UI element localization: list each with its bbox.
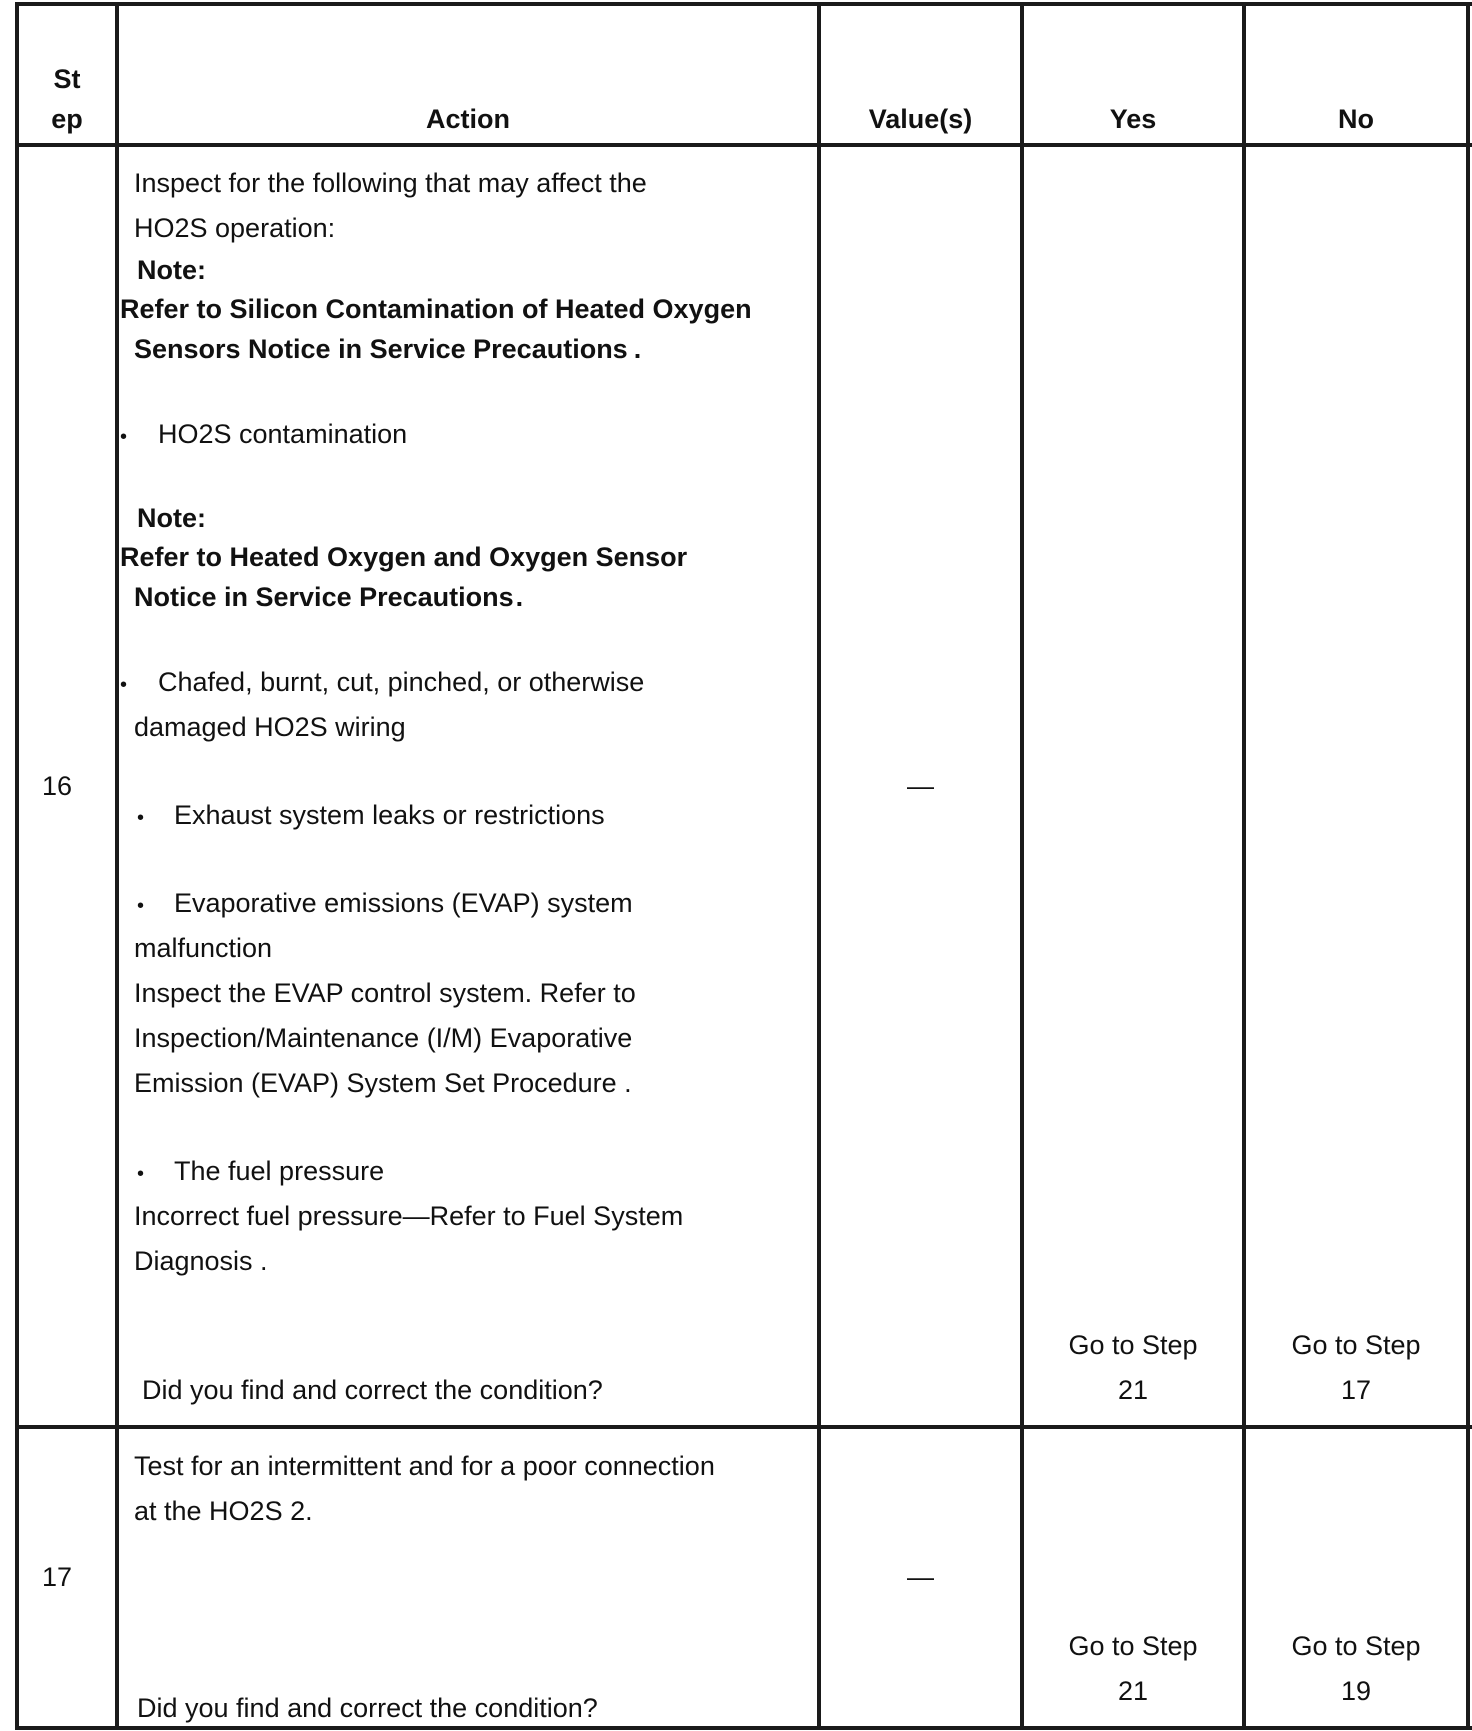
note-text-line1: Refer to Silicon Contamination of Heated Oxygen bbox=[120, 294, 752, 324]
bullet-continuation: damaged HO2S wiring bbox=[134, 712, 406, 742]
bullet-text: HO2S contamination bbox=[158, 419, 408, 449]
note-text-line2-content: Sensors Notice in Service Precautions bbox=[134, 334, 628, 364]
header-step bbox=[19, 59, 115, 139]
bullet-icon: • bbox=[137, 895, 145, 917]
column-divider-action bbox=[115, 2, 119, 1730]
table-border-top bbox=[15, 2, 1472, 6]
header-divider bbox=[15, 143, 1472, 147]
bullet-icon: • bbox=[120, 426, 128, 448]
action-line1: Test for an intermittent and for a poor connection bbox=[134, 1451, 715, 1481]
bullet-text: Chafed, burnt, cut, pinched, or otherwise bbox=[158, 667, 645, 697]
evap-instruction-line3: Emission (EVAP) System Set Procedure . bbox=[134, 1068, 632, 1098]
note-label: Note: bbox=[137, 255, 206, 285]
yes-goto-step: 21 bbox=[1117, 1375, 1149, 1405]
bullet-item bbox=[120, 660, 644, 708]
step-number: 16 bbox=[42, 771, 73, 801]
action-intro-line2: HO2S operation: bbox=[134, 213, 336, 243]
action-intro-line1: Inspect for the following that may affect the bbox=[134, 168, 647, 198]
bullet-icon: • bbox=[137, 807, 145, 829]
bullet-text: Evaporative emissions (EVAP) system bbox=[174, 888, 633, 918]
header-step-line1: St bbox=[53, 64, 81, 94]
no-goto-label: Go to Step bbox=[1291, 1330, 1421, 1360]
bullet-item bbox=[120, 412, 407, 460]
column-divider-yes bbox=[1020, 2, 1024, 1730]
bullet-icon: • bbox=[137, 1163, 145, 1185]
table-border-left bbox=[15, 2, 19, 1730]
column-divider-values bbox=[817, 2, 821, 1730]
row-divider bbox=[15, 1425, 1472, 1429]
action-question: Did you find and correct the condition? bbox=[137, 1693, 598, 1723]
bullet-text: The fuel pressure bbox=[174, 1156, 385, 1186]
no-goto-step: 19 bbox=[1340, 1676, 1372, 1706]
yes-goto-label: Go to Step bbox=[1068, 1330, 1198, 1360]
fuel-instruction-line1: Incorrect fuel pressure—Refer to Fuel System bbox=[134, 1201, 684, 1231]
step-number: 17 bbox=[42, 1562, 73, 1592]
fuel-instruction-line2: Diagnosis . bbox=[134, 1246, 268, 1276]
header-action: Action bbox=[426, 104, 510, 134]
bullet-item bbox=[137, 793, 605, 841]
bullet-text: Exhaust system leaks or restrictions bbox=[174, 800, 605, 830]
note-text-period: . bbox=[633, 334, 642, 364]
column-divider-no bbox=[1242, 2, 1246, 1730]
yes-goto-step: 21 bbox=[1117, 1676, 1149, 1706]
value-cell: — bbox=[907, 771, 934, 801]
note-text-line2 bbox=[134, 575, 523, 620]
bullet-item bbox=[137, 881, 633, 929]
bullet-item bbox=[137, 1149, 384, 1197]
note-label: Note: bbox=[137, 503, 206, 533]
evap-instruction-line1: Inspect the EVAP control system. Refer to bbox=[134, 978, 636, 1008]
no-goto-step: 17 bbox=[1340, 1375, 1372, 1405]
yes-goto-label: Go to Step bbox=[1068, 1631, 1198, 1661]
note-text-line1: Refer to Heated Oxygen and Oxygen Sensor bbox=[120, 542, 688, 572]
bullet-continuation: malfunction bbox=[134, 933, 273, 963]
action-line2: at the HO2S 2. bbox=[134, 1496, 313, 1526]
note-text-line2 bbox=[134, 327, 641, 372]
note-text-period: . bbox=[515, 582, 524, 612]
header-yes: Yes bbox=[1109, 104, 1157, 134]
note-text-line2-content: Notice in Service Precautions bbox=[134, 582, 514, 612]
header-no: No bbox=[1338, 104, 1374, 134]
header-step-line2: ep bbox=[51, 104, 83, 134]
value-cell: — bbox=[907, 1562, 934, 1592]
table-border-right bbox=[1466, 2, 1470, 1730]
header-values: Value(s) bbox=[868, 104, 973, 134]
bullet-icon: • bbox=[120, 674, 128, 696]
action-question: Did you find and correct the condition? bbox=[142, 1375, 603, 1405]
evap-instruction-line2: Inspection/Maintenance (I/M) Evaporative bbox=[134, 1023, 633, 1053]
no-goto-label: Go to Step bbox=[1291, 1631, 1421, 1661]
